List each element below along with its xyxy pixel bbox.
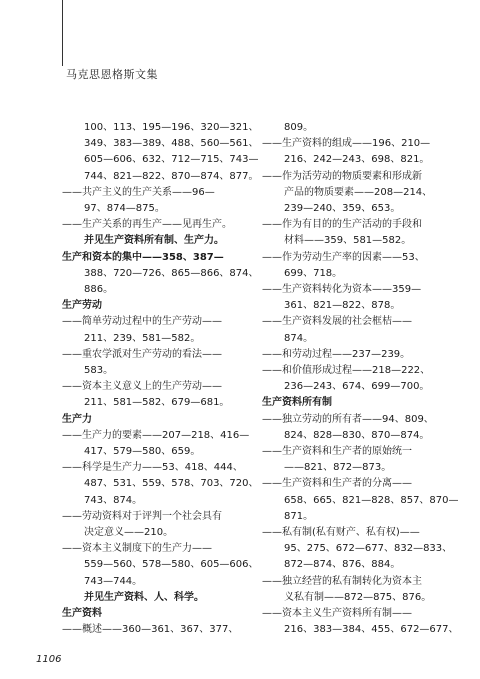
index-line: ——独立劳动的所有者——94、809、 xyxy=(262,413,434,425)
index-line: 605—606、632、712—715、743— xyxy=(84,154,259,166)
index-line: 211、581—582、679—681。 xyxy=(84,397,230,409)
index-line: ——资本主义生产资料所有制—— xyxy=(262,608,412,620)
running-header: 马克思恩格斯文集 xyxy=(66,68,158,81)
index-line: ——生产资料和生产者的分离—— xyxy=(262,478,412,490)
index-line: 决定意义——210。 xyxy=(84,527,174,539)
index-line: 871。 xyxy=(284,510,314,522)
index-line: ——概述——360—361、367、377、 xyxy=(62,624,239,636)
index-line: ——生产资料的组成——196、210— xyxy=(262,138,431,150)
index-line: ——生产关系的再生产——见再生产。 xyxy=(62,219,232,231)
index-line: 809。 xyxy=(284,122,314,133)
index-line: ——私有制(私有财产、私有权)—— xyxy=(262,527,420,539)
index-line: 并见生产资料所有制、生产力。 xyxy=(84,235,224,247)
index-line: 生产和资本的集中——358、387— xyxy=(62,251,224,263)
index-line: 239—240、359、653。 xyxy=(284,203,401,215)
index-line: ——和劳动过程——237—239。 xyxy=(262,348,411,360)
index-line: ——821、872—873。 xyxy=(284,462,392,474)
page-number: 1106 xyxy=(36,654,62,665)
index-line: 872—874、876、884。 xyxy=(284,559,401,571)
index-line: ——简单劳动过程中的生产劳动—— xyxy=(62,316,222,328)
index-line: 211、239、581—582。 xyxy=(84,332,201,344)
index-line: 559—560、578—580、605—606、 xyxy=(84,559,259,571)
index-line: 产品的物质要素——208—214、 xyxy=(284,186,433,198)
index-line: ——生产资料和生产者的原始统一 xyxy=(262,446,412,458)
index-line: 699、718。 xyxy=(284,267,343,279)
index-line: ——资本主义意义上的生产劳动—— xyxy=(62,381,222,393)
index-line: 824、828—830、870—874。 xyxy=(284,429,430,441)
index-line: 材料——359、581—582。 xyxy=(284,235,412,247)
index-line: 生产资料 xyxy=(62,608,102,620)
index-line: 生产资料所有制 xyxy=(262,397,332,409)
index-line: ——资本主义制度下的生产力—— xyxy=(62,543,212,555)
index-line: 744、821—822、870—874、877。 xyxy=(84,170,259,182)
index-line: ——独立经营的私有制转化为资本主 xyxy=(262,575,422,587)
index-line: 349、383—389、488、560—561、 xyxy=(84,138,259,150)
index-line: ——和价值形成过程——218—222、 xyxy=(262,365,431,377)
index-line: 并见生产资料、人、科学。 xyxy=(84,591,204,603)
index-line: 388、720—726、865—866、874、 xyxy=(84,267,259,279)
index-line: 658、665、821—828、857、870— xyxy=(284,494,459,506)
index-column-right xyxy=(262,120,459,639)
index-line: ——生产力的要素——207—218、416— xyxy=(62,429,250,441)
index-line: 216、242—243、698、821。 xyxy=(284,154,430,166)
index-line: ——生产资料转化为资本——359— xyxy=(262,284,422,296)
index-line: 886。 xyxy=(84,284,114,296)
index-line: 743、874。 xyxy=(84,494,143,506)
index-line: 417、579—580、659。 xyxy=(84,446,201,458)
index-line: 583。 xyxy=(84,365,114,377)
index-line: 487、531、559、578、703、720、 xyxy=(84,478,259,490)
index-line: 生产劳动 xyxy=(62,300,102,312)
index-line: ——劳动资料对于评判一个社会具有 xyxy=(62,510,222,522)
margin-rule xyxy=(62,0,63,66)
index-line: 216、383—384、455、672—677、 xyxy=(284,624,459,636)
index-line: ——生产资料发展的社会框桔—— xyxy=(262,316,412,328)
index-line: 236—243、674、699—700。 xyxy=(284,381,430,393)
index-line: ——作为劳动生产率的因素——53、 xyxy=(262,251,425,263)
index-line: 97、874—875。 xyxy=(84,203,165,215)
index-line: 生产力 xyxy=(62,413,92,425)
index-line: ——重农学派对生产劳动的看法—— xyxy=(62,348,222,360)
index-line: ——共产主义的生产关系——96— xyxy=(62,186,215,198)
index-line: ——作为有目的的生产活动的手段和 xyxy=(262,219,422,231)
index-line: 743—744。 xyxy=(84,575,143,587)
index-line: 100、113、195—196、320—321、 xyxy=(84,122,259,133)
index-line: 874。 xyxy=(284,332,314,344)
index-line: 361、821—822、878。 xyxy=(284,300,401,312)
index-line: 95、275、672—677、832—833、 xyxy=(284,543,453,555)
index-line: ——科学是生产力——53、418、444、 xyxy=(62,462,243,474)
index-line: ——作为活劳动的物质要素和形成新 xyxy=(262,170,422,182)
index-column-left xyxy=(62,120,259,639)
index-line: 义私有制——872—875、876。 xyxy=(284,591,432,603)
